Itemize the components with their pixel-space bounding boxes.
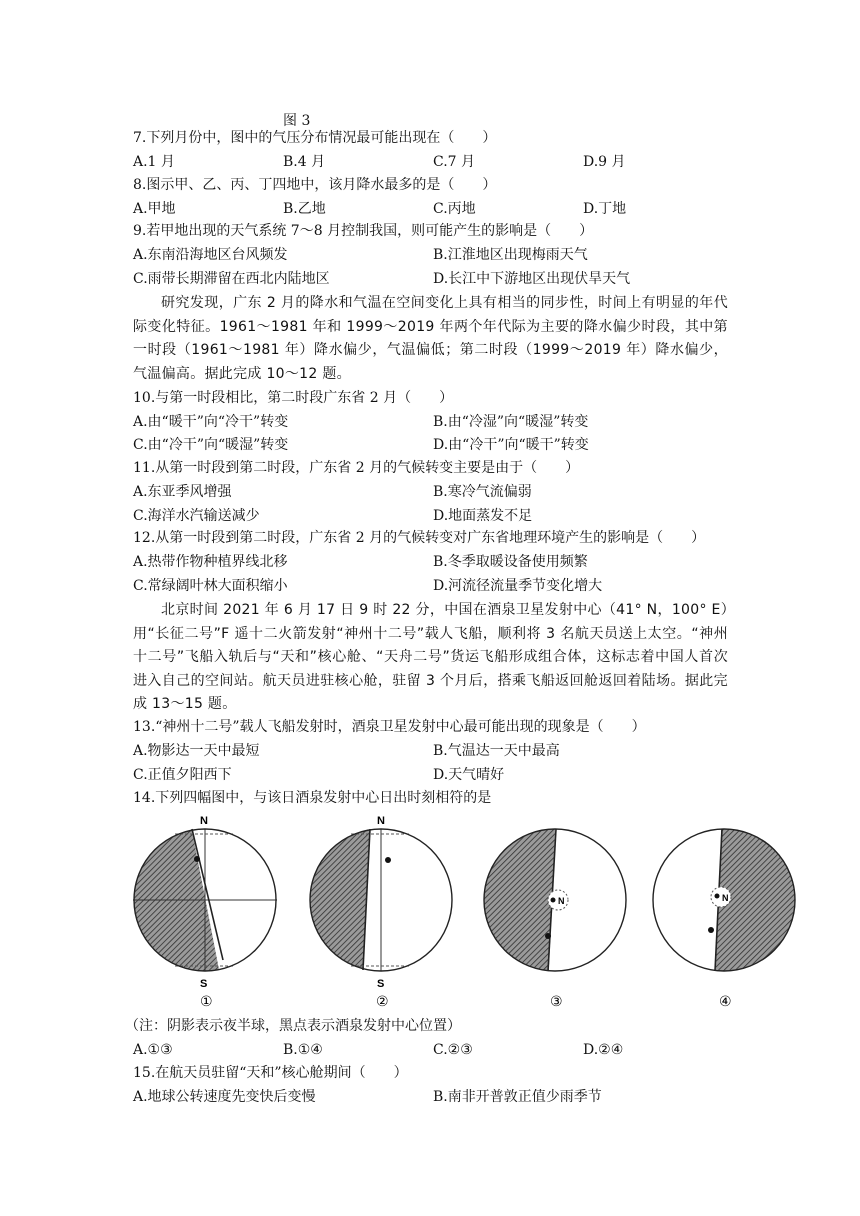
question-14-option-c: C.②③ bbox=[433, 1042, 473, 1058]
question-9-option-b: B.江淮地区出现梅雨天气 bbox=[433, 247, 588, 263]
figure-3 bbox=[460, 810, 626, 1009]
figure-4 bbox=[653, 810, 810, 1009]
question-10-option-c: C.由“冷干”向“暖湿”转变 bbox=[133, 437, 289, 453]
question-8-option-d: D.丁地 bbox=[583, 201, 627, 217]
question-10-option-a: A.由“暖干”向“冷干”转变 bbox=[133, 414, 289, 430]
question-14-option-a: A.①③ bbox=[133, 1042, 173, 1058]
question-7-option-c: C.7 月 bbox=[433, 154, 476, 170]
question-15-option-b: B.南非开普敦正值少雨季节 bbox=[433, 1089, 602, 1105]
question-12-option-a: A.热带作物种植界线北移 bbox=[133, 554, 288, 570]
question-8-option-c: C.丙地 bbox=[433, 201, 476, 217]
passage-2: 北京时间 2021 年 6 月 17 日 9 时 22 分，中国在酒泉卫星发射中心（41° N，100° E）用“长征二号”F 遥十二火箭发射“神州十二号”载人飞船，顺利将 3 名航天员送上太空。“神州十二号”飞船入轨后与“天和”核心舱、“天舟二号”货运飞船形成组合体，这标志着中国人首次进入自己的空间站。航天员进驻核心舱，驻留 3 个月后，搭乘飞船返回舱返回着陆场。据此完成 13～15 题。 bbox=[133, 602, 728, 712]
figure-2-south: S bbox=[377, 978, 385, 990]
question-14-option-d: D.②④ bbox=[583, 1042, 624, 1058]
question-8-stem: 8.图示甲、乙、丙、丁四地中，该月降水最多的是（ ） bbox=[133, 177, 497, 193]
question-7-stem: 7.下列月份中，图中的气压分布情况最可能出现在（ ） bbox=[133, 130, 497, 146]
question-15-option-a: A.地球公转速度先变快后变慢 bbox=[133, 1089, 316, 1105]
question-15-stem: 15.在航天员驻留“天和”核心舱期间（ ） bbox=[133, 1065, 408, 1081]
question-10-option-b: B.由“冷湿”向“暖湿”转变 bbox=[433, 414, 589, 430]
figure-3-pole: N bbox=[558, 896, 565, 906]
question-12-stem: 12.从第一时段到第二时段，广东省 2 月的气候转变对广东省地理环境产生的影响是（ ） bbox=[133, 530, 706, 546]
figure-2 bbox=[290, 810, 452, 1009]
figure-2-label: ② bbox=[376, 993, 389, 1009]
question-14-option-b: B.①④ bbox=[283, 1042, 323, 1058]
question-14-stem: 14.下列四幅图中，与该日酒泉发射中心日出时刻相符的是 bbox=[133, 790, 492, 806]
question-13-option-c: C.正值夕阳西下 bbox=[133, 767, 232, 783]
question-9-option-a: A.东南沿海地区台风频发 bbox=[133, 247, 288, 263]
question-9-option-c: C.雨带长期滞留在西北内陆地区 bbox=[133, 271, 330, 287]
question-7-option-b: B.4 月 bbox=[283, 154, 326, 170]
question-11-option-d: D.地面蒸发不足 bbox=[433, 508, 533, 524]
question-10-option-d: D.由“冷干”向“暖干”转变 bbox=[433, 437, 589, 453]
question-7-option-a: A.1 月 bbox=[133, 154, 175, 170]
question-9-stem: 9.若甲地出现的天气系统 7～8 月控制我国，则可能产生的影响是（ ） bbox=[133, 223, 594, 239]
question-13-option-d: D.天气晴好 bbox=[433, 767, 505, 783]
figure-1 bbox=[120, 810, 277, 1009]
question-12-option-c: C.常绿阔叶林大面积缩小 bbox=[133, 578, 288, 594]
question-10-stem: 10.与第一时段相比，第二时段广东省 2 月（ ） bbox=[133, 390, 454, 406]
figure-caption: 图 3 bbox=[283, 113, 311, 129]
figure-3-label: ③ bbox=[550, 993, 563, 1009]
question-13-stem: 13.“神州十二号”载人飞船发射时，酒泉卫星发射中心最可能出现的现象是（ ） bbox=[133, 719, 646, 735]
figure-4-label: ④ bbox=[719, 993, 732, 1009]
question-11-option-b: B.寒冷气流偏弱 bbox=[433, 484, 532, 500]
figure-1-north: N bbox=[200, 815, 208, 827]
question-12-option-d: D.河流径流量季节变化增大 bbox=[433, 578, 603, 594]
question-13-option-b: B.气温达一天中最高 bbox=[433, 743, 560, 759]
passage-1: 研究发现，广东 2 月的降水和气温在空间变化上具有相当的同步性，时间上有明显的年代际变化特征。1961～1981 年和 1999～2019 年两个年代际为主要的降水偏少时段，其中第一时段（1961～1981 年）降水偏少，气温偏低；第二时段（1999～2019 年）降水偏少，气温偏高。据此完成 10～12 题。 bbox=[133, 295, 728, 382]
question-11-option-a: A.东亚季风增强 bbox=[133, 484, 232, 500]
figure-2-north: N bbox=[377, 815, 385, 827]
figure-4-pole: N bbox=[722, 893, 729, 903]
question-8-option-b: B.乙地 bbox=[283, 201, 326, 217]
question-12-option-b: B.冬季取暖设备使用频繁 bbox=[433, 554, 588, 570]
figure-note: （注：阴影表示夜半球，黑点表示酒泉发射中心位置） bbox=[125, 1018, 461, 1034]
question-7-option-d: D.9 月 bbox=[583, 154, 626, 170]
figure-1-south: S bbox=[200, 978, 208, 990]
question-11-option-c: C.海洋水汽输送减少 bbox=[133, 508, 260, 524]
question-8-option-a: A.甲地 bbox=[133, 201, 176, 217]
question-11-stem: 11.从第一时段到第二时段，广东省 2 月的气候转变主要是由于（ ） bbox=[133, 460, 580, 476]
illumination-figures bbox=[120, 810, 810, 1020]
figure-1-label: ① bbox=[200, 993, 213, 1009]
question-9-option-d: D.长江中下游地区出现伏旱天气 bbox=[433, 271, 631, 287]
question-13-option-a: A.物影达一天中最短 bbox=[133, 743, 260, 759]
